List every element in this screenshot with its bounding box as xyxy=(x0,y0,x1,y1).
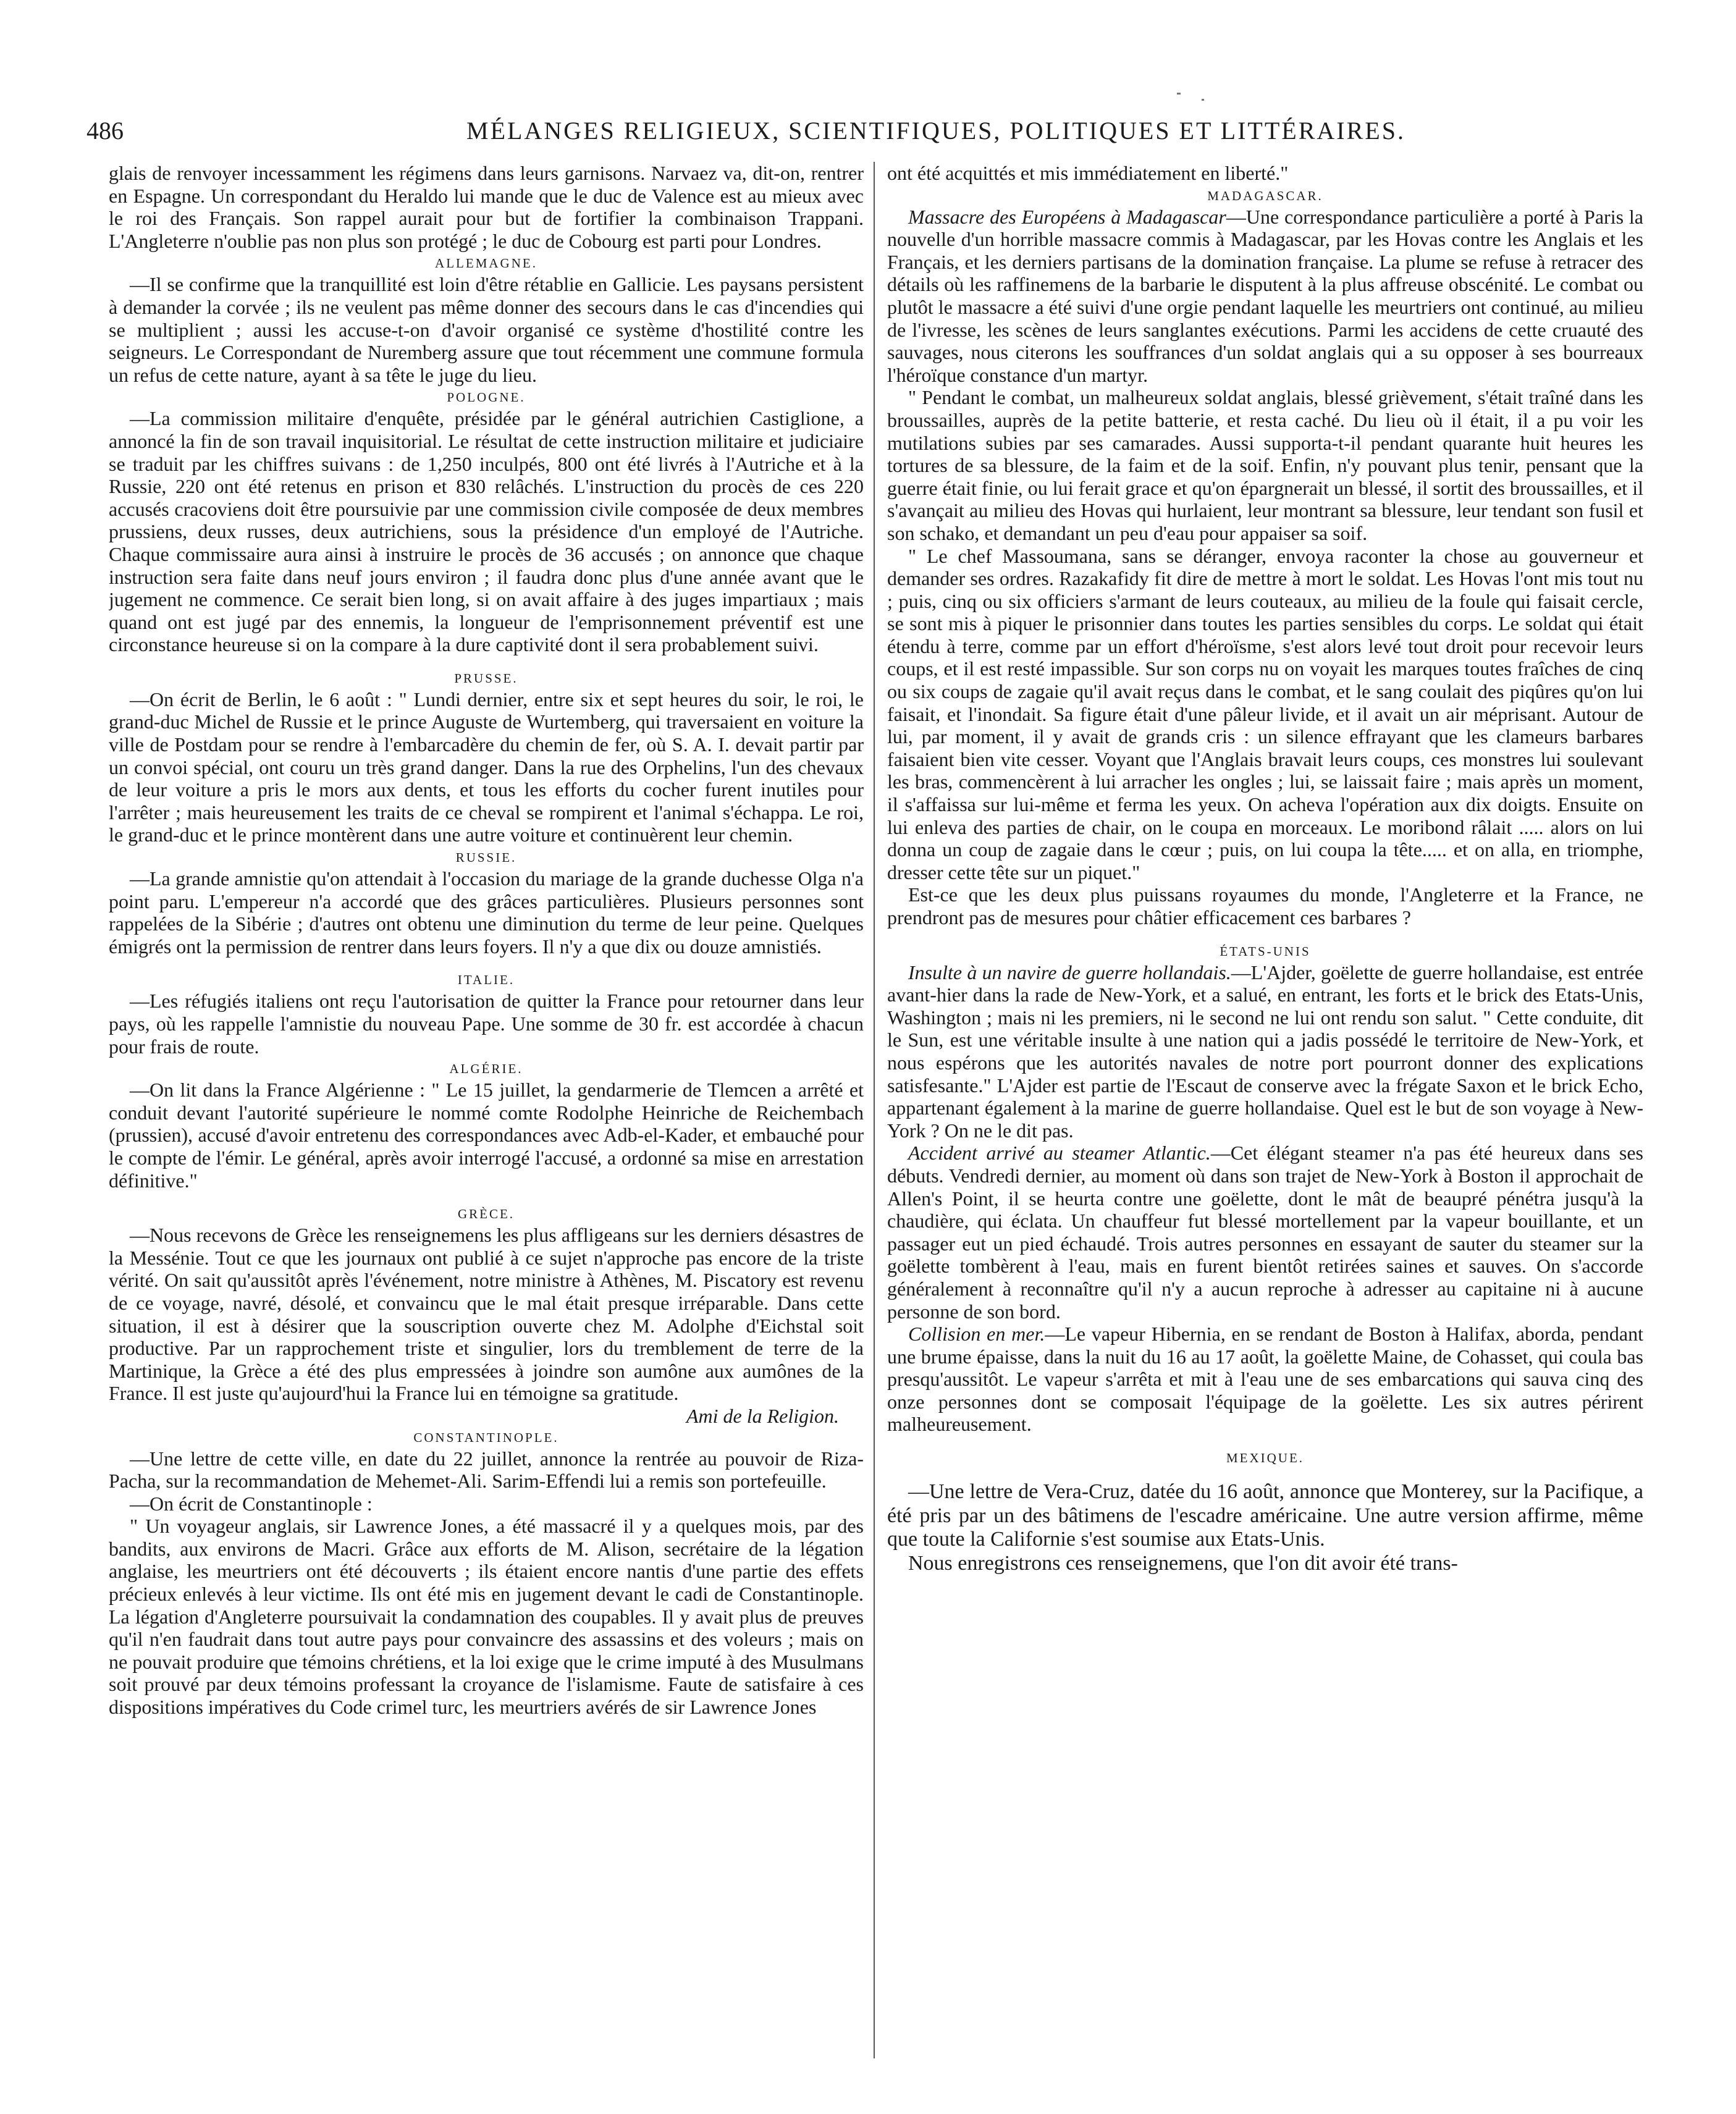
section-heading-grece: GRÈCE. xyxy=(457,1206,515,1222)
paragraph-etats-unis-1-text: —L'Ajder, goëlette de guerre hollandaise, est entrée avant-hier dans la rade de New-York, et a salué, en entrant, les forts et le brick des Etats-Unis, Washington ; mais ni les premiers, ni le second ne lui ont rendu son salut. " Cette conduite, dit le Sun, est une véritable insulte à une nation qui a jadis possédé le territoire de New-York, et nous espérons que les autorités navales de notre port pourront donner des explications satisfesante." L'Ajder est partie de l'Escaut de conserve avec la frégate Saxon et le brick Echo, appartenant également à la marine de guerre hollandaise. Quel est le but de son voyage à New-York ? On ne le dit pas. xyxy=(887,961,1643,1142)
page-number: 486 xyxy=(86,117,124,145)
paragraph-prusse: —On écrit de Berlin, le 6 août : " Lundi dernier, entre six et sept heures du soir, le roi, le grand-duc Michel de Russie et le prince Auguste de Wurtemberg, qui traversaient en voiture la ville de Postdam pour se rendre à l'embarcadère du chemin de fer, où S. A. I. devait partir par un convoi spécial, ont couru un très grand danger. Dans la rue des Orphelins, l'un des chevaux de leur voiture a pris le mors aux dents, et tous les efforts du cocher furent inutiles pour l'arrêter ; mais heureusement les traits de ce cheval se rompirent et l'animal s'échappa. Le roi, le grand-duc et le prince montèrent dans une autre voiture et continuèrent leur chemin. xyxy=(109,688,864,846)
paragraph-mexique-1: —Une lettre de Vera-Cruz, datée du 16 août, annonce que Monterey, sur la Pacifique, a été pris par un des bâtimens de l'escadre américaine. Une autre version affirme, même que toute la Californie s'est soumise aux Etats-Unis. xyxy=(887,1480,1643,1551)
paragraph-pologne: —La commission militaire d'enquête, présidée par le général autrichien Castiglione, a annoncé la fin de son travail inquisitorial. Le résultat de cette instruction militaire et judiciaire se traduit par les chiffres suivans : de 1,250 inculpés, 800 ont été livrés à l'Autriche et à la Russie, 220 ont été retenus en prison et 830 relâchés. L'instruction du procès de ces 220 accusés cracoviens doit être poursuivie par une commission civile composée de deux membres prussiens, deux russes, deux autrichiens, sous la présidence d'un employé de l'Autriche. Chaque commissaire aura ainsi à instruire le procès de 36 accusés ; on annonce que chaque instruction sera faite dans neuf jours environ ; il faudra donc plus d'une année avant que le jugement ne commence. Ce serait bien long, si on avait affaire à des juges impartiaux ; mais quand ont est jugé par des ennemis, la longueur de l'emprisonnement préventif est une circonstance heureuse si on la compare à la dure captivité dont il sera probablement suivi. xyxy=(109,407,864,656)
paragraph-madagascar-1-text: —Une correspondance particulière a porté à Paris la nouvelle d'un horrible massacre commis à Madagascar, par les Hovas contre les Anglais et les Français, et les derniers partisans de la domination française. La plume se refuse à retracer des détails où les raffinemens de la barbarie le disputent à la plus affreuse obscénité. Le combat ou plutôt le massacre a été suivi d'une orgie pendant laquelle les meurtriers ont continué, au milieu de l'ivresse, les scènes de leurs sanglantes exécutions. Parmi les accidens de cette cruauté des sauvages, nous citerons les souffrances d'un soldat anglais qui a su opposer à ses bourreaux l'héroïque constance d'un martyr. xyxy=(887,205,1643,386)
section-heading-pologne: POLOGNE. xyxy=(447,390,526,405)
section-heading-prusse: PRUSSE. xyxy=(454,670,518,686)
right-column xyxy=(887,162,1643,2065)
paragraph-etats-unis-2 xyxy=(887,1142,1643,1323)
print-speck xyxy=(1202,99,1204,101)
paragraph-constantinople-3: " Un voyageur anglais, sir Lawrence Jones, a été massacré il y a quelques mois, par des bandits, aux environs de Macri. Grâce aux efforts de M. Alison, secrétaire de la légation anglaise, les meurtriers ont été découverts ; ils étaient encore nantis d'une partie des effets précieux enlevés à leur victime. Ils ont été mis en jugement devant le cadi de Constantinople. La légation d'Angleterre poursuivait la condamnation des coupables. Il y avait plus de preuves qu'il n'en faudrait dans tout autre pays pour convaincre des assassins et des voleurs ; mais on ne pouvait produire que témoins chrétiens, et la loi exige que le crime imputé à des Musulmans soit prouvé par deux témoins professant la croyance de l'islamisme. Faute de satisfaire à ces dispositions impératives du Code crimel turc, les meurtriers avérés de sir Lawrence Jones xyxy=(109,1515,864,1719)
paragraph-russie: —La grande amnistie qu'on attendait à l'occasion du mariage de la grande duchesse Olga n'a point paru. L'empereur n'a accordé que des grâces particulières. Plusieurs personnes sont rappelées de la Sibérie ; d'autres ont obtenu une diminution du terme de leur peine. Quelques émigrés ont la permission de rentrer dans leurs foyers. Il n'y a que dix ou douze amnistiés. xyxy=(109,867,864,958)
page-header xyxy=(86,116,1643,159)
article-title-collision: Collision en mer. xyxy=(908,1323,1045,1345)
paragraph-madagascar-3: " Le chef Massoumana, sans se déranger, envoya raconter la chose au gouverneur et demander ses ordres. Razakafidy fit dire de mettre à mort le soldat. Les Hovas l'ont mis tout nu ; puis, cinq ou six officiers s'armant de leurs couteaux, au milieu de la foule qui faisait cercle, se sont mis à piquer le prisonnier dans toutes les parties sensibles du corps. Le soldat qui était étendu à terre, comme par un effort d'héroïsme, s'est alors levé tout droit pour recevoir leurs coups, et il est resté impassible. Sur son corps nu on voyait les marques toutes fraîches de cinq ou six coups de zagaie qu'il avait reçus dans le combat, et le sang coulait des piqûres qu'on lui faisait, et l'inondait. Sa figure était d'une pâleur livide, et il avait un air méprisant. Autour de lui, par moment, il y avait de grands cris : un silence effrayant que les clameurs barbares faisaient bien vite cesser. Voyant que l'Anglais bravait leurs coups, ces monstres lui soulevant les bras, commencèrent à lui arracher les ongles ; lui, se laissait faire ; mais après un moment, il s'affaissa sur lui-même et ferma les yeux. On acheva l'opération aux dix doigts. Ensuite on lui enleva des parties de chair, on le coupa en morceaux. Le moribond râlait ..... alors on lui donna un coup de zagaie dans le cœur ; puis, on lui coupa la tête..... et on alla, en triomphe, dresser cette tête sur un piquet." xyxy=(887,544,1643,883)
section-heading-allemagne: ALLEMAGNE. xyxy=(435,256,537,271)
paragraph-madagascar-1 xyxy=(887,206,1643,387)
running-head: MÉLANGES RELIGIEUX, SCIENTIFIQUES, POLITIQUES ET LITTÉRAIRES. xyxy=(466,117,1405,145)
section-heading-mexique: MEXIQUE. xyxy=(1226,1451,1305,1466)
paragraph-italie: —Les réfugiés italiens ont reçu l'autorisation de quitter la France pour retourner dans leur pays, où les rappelle l'amnistie du nouveau Pape. Une somme de 30 fr. est accordée à chacun pour frais de route. xyxy=(109,990,864,1058)
section-heading-madagascar: MADAGASCAR. xyxy=(1207,188,1323,203)
source-signature: Ami de la Religion. xyxy=(686,1404,839,1427)
paragraph-grece-text: —Nous recevons de Grèce les renseignemens les plus affligeans sur les derniers désastres de la Messénie. Tout ce que les journaux ont publié à ce sujet n'approche pas encore de la triste vérité. On sait qu'aussitôt après l'événement, notre ministre à Athènes, M. Piscatory est revenu de ce voyage, navré, désolé, et convaincu que le mal était presque irréparable. Dans cette situation, il est à désirer que la souscription ouverte chez M. Adolphe d'Eichstal soit productive. Par un rapprochement triste et singulier, lors du tremblement de terre de la Martinique, la Grèce a été des plus empressées à joindre son aumône aux aumônes de la France. Il est juste qu'aujourd'hui la France lui en témoigne sa gratitude. xyxy=(109,1224,864,1405)
paragraph-continuation: glais de renvoyer incessamment les régimens dans leurs garnisons. Narvaez va, dit-on, rentrer en Espagne. Un correspondant du Heraldo lui mande que le duc de Valence est au mieux avec le roi des Français. Son rappel aurait pour but de fortifier la combinaison Trappani. L'Angleterre n'oublie pas non plus son protégé ; le duc de Cobourg est parti pour Londres. xyxy=(109,162,864,252)
paragraph-etats-unis-3 xyxy=(887,1323,1643,1436)
paragraph-continuation: ont été acquittés et mis immédiatement en liberté." xyxy=(887,162,1289,184)
paragraph-madagascar-2: " Pendant le combat, un malheureux soldat anglais, blessé grièvement, s'était traîné dans les broussailles, auprès de la petite batterie, et resta caché. Du lieu où il était, il a pu voir les mutilations subies par ses camarades. Aussi supporta-t-il pendant quarante huit heures les tortures de sa blessure, de la faim et de la soif. Enfin, n'y pouvant plus tenir, pensant que la guerre était finie, ou lui ferait grace et qu'on épargnerait un blessé, il sortit des broussailles, et il s'avançait au milieu des Hovas qui hurlaient, leur montrant sa blessure, leur tendant son fusil et son schako, et demandant un peu d'eau pour appaiser sa soif. xyxy=(887,386,1643,544)
paragraph-etats-unis-2-text: —Cet élégant steamer n'a pas été heureux dans ses débuts. Vendredi dernier, au moment où dans son trajet de New-York à Boston il approchait de Allen's Point, il se heurta contre une goëlette, dont le mât de beaupré pénétra jusqu'à la chaudière, qui éclata. Un chauffeur fut blessé mortellement par la vapeur bouillante, et un passager eut un pied échaudé. Trois autres personnes en essayant de sauter du steamer sur la goëlette tombèrent à l'eau, mais en furent bientôt retirées saines et sauves. On s'accorde généralement à reconnaître qu'il n'y a aucun reproche à adresser au capitaine ni à aucune personne de son bord. xyxy=(887,1142,1643,1323)
left-column xyxy=(109,162,864,2065)
section-heading-russie: RUSSIE. xyxy=(455,850,517,865)
column-divider xyxy=(874,162,875,2058)
section-heading-constantinople: CONSTANTINOPLE. xyxy=(413,1430,559,1445)
article-title-massacre: Massacre des Européens à Madagascar xyxy=(908,205,1226,228)
section-heading-italie: ITALIE. xyxy=(457,972,515,988)
article-title-insulte: Insulte à un navire de guerre hollandais. xyxy=(908,961,1231,983)
paragraph-mexique-2: Nous enregistrons ces renseignemens, que l'on dit avoir été trans- xyxy=(908,1551,1458,1575)
section-heading-algerie: ALGÉRIE. xyxy=(449,1061,523,1077)
paragraph-etats-unis-1 xyxy=(887,961,1643,1142)
paragraph-etats-unis-3-text: —Le vapeur Hibernia, en se rendant de Boston à Halifax, aborda, pendant une brume épaisse, dans la nuit du 16 au 17 août, la goëlette Maine, de Cohasset, qui coula bas presqu'aussitôt. Le vapeur s'arrêta et mit à l'eau une de ses embarcations qui sauva cinq des onze personnes dont se composait l'équipage de la goëlette. Les six autres périrent malheureusement. xyxy=(887,1323,1643,1436)
paragraph-constantinople-1: —Une lettre de cette ville, en date du 22 juillet, annonce la rentrée au pouvoir de Riza-Pacha, sur la recommandation de Mehemet-Ali. Sarim-Effendi lui a remis son portefeuille. xyxy=(109,1447,864,1493)
paragraph-madagascar-4: Est-ce que les deux plus puissans royaumes du monde, l'Angleterre et la France, ne prendront pas de mesures pour châtier efficacement ces barbares ? xyxy=(887,883,1643,929)
section-heading-etats-unis: ÉTATS-UNIS xyxy=(1220,943,1311,959)
paragraph-algerie: —On lit dans la France Algérienne : " Le 15 juillet, la gendarmerie de Tlemcen a arrêté et conduit devant l'autorité supérieure le nommé comte Rodolphe Heinriche de Reichembach (prussien), accusé d'avoir entretenu des correspondances avec Adb-el-Kader, et embauché pour le compte de l'émir. Le général, après avoir interrogé l'accusé, a ordonné sa mise en arrestation définitive." xyxy=(109,1079,864,1192)
article-title-accident: Accident arrivé au steamer Atlantic. xyxy=(908,1142,1211,1164)
paragraph-grece xyxy=(109,1224,864,1427)
paragraph-allemagne: —Il se confirme que la tranquillité est loin d'être rétablie en Gallicie. Les paysans persistent à demander la corvée ; ils ne veulent pas même donner des secours dans le cas d'incendies qui se multiplient ; aussi les accuse-t-on d'avoir organisé ce système d'hostilité contre les seigneurs. Le Correspondant de Nuremberg assure que tout récemment une commune formula un refus de cette nature, ayant à sa tête le juge du lieu. xyxy=(109,273,864,386)
paragraph-constantinople-2: —On écrit de Constantinople : xyxy=(130,1492,373,1515)
print-speck xyxy=(1177,93,1181,95)
